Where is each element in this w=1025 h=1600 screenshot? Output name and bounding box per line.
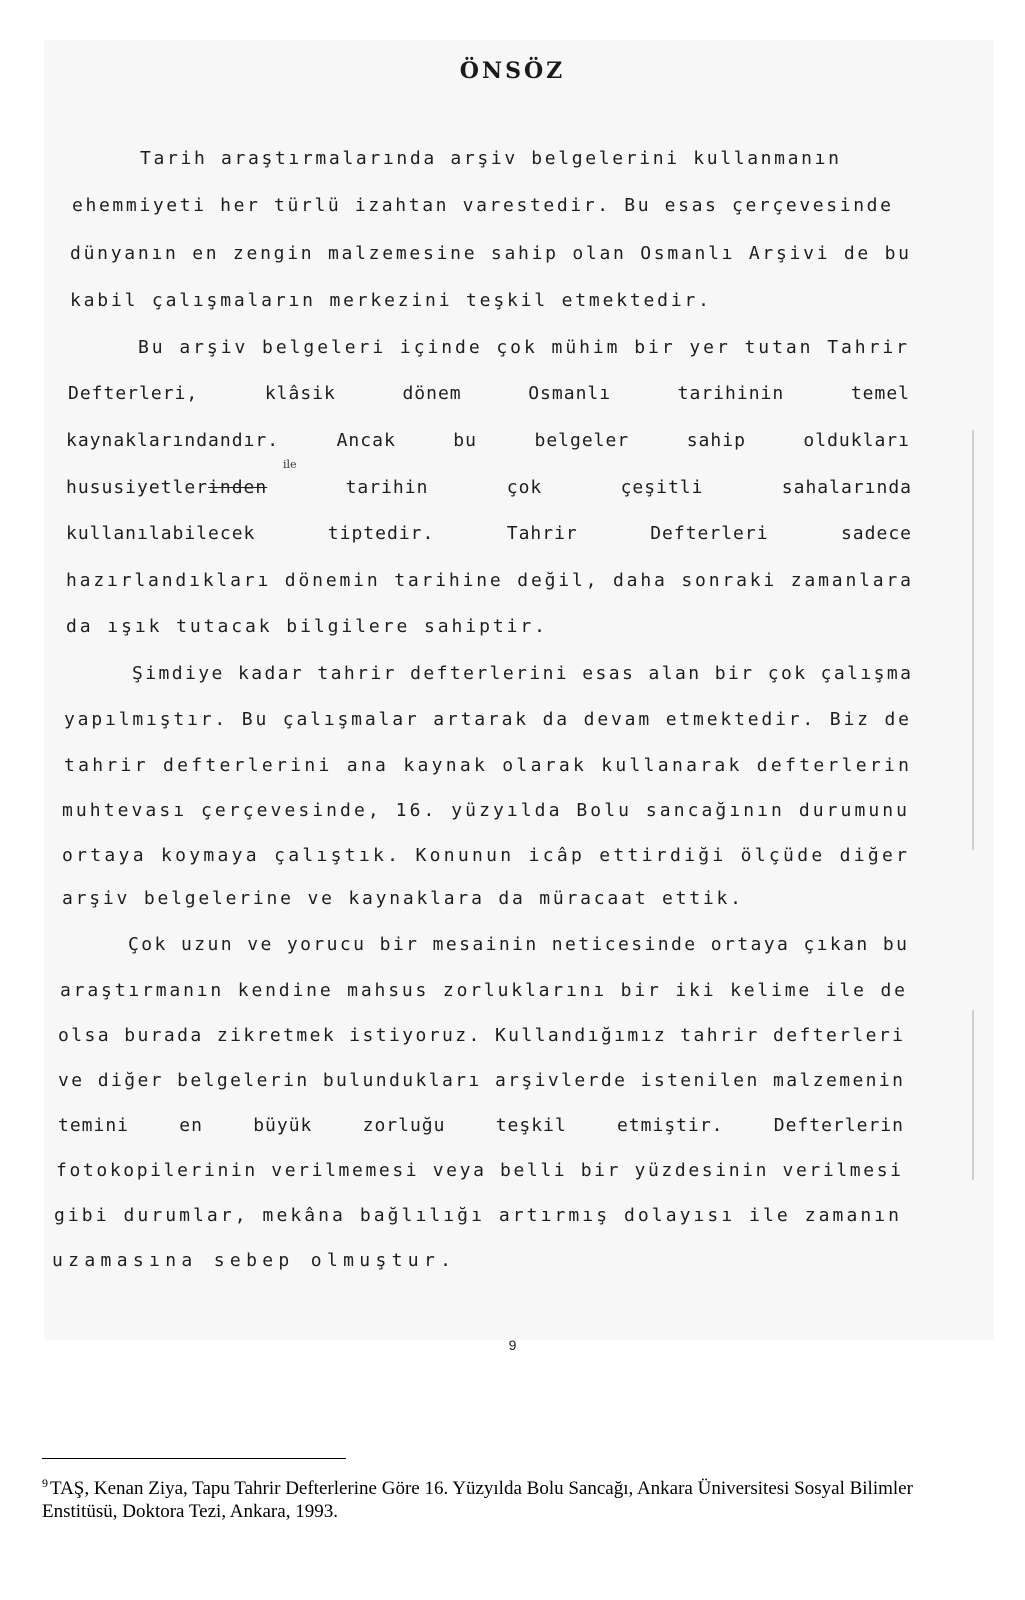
text-line: [140, 148, 840, 169]
line-word: sadece: [840, 523, 912, 544]
line-word: tiptedir.: [327, 523, 435, 544]
line-text: ve diğer belgelerin bulundukları arşivlerde istenilen malzemenin: [58, 1070, 906, 1091]
text-line: [128, 934, 908, 955]
line-word: Defterleri,: [68, 383, 199, 404]
line-word: sahip: [686, 430, 746, 451]
line-word: Defterlerin: [773, 1115, 904, 1136]
line-text: hazırlandıkları dönemin tarihine değil, daha sonraki zamanlara: [66, 570, 914, 591]
text-line: [54, 1205, 903, 1226]
line-word: teşkil: [495, 1115, 567, 1136]
line-text: ehemmiyeti her türlü izahtan varestedir. Bu esas çerçevesinde: [72, 195, 894, 216]
text-line: [58, 1070, 904, 1091]
text-line: [72, 195, 892, 216]
line-text: Şimdiye kadar tahrir defterlerini esas alan bir çok çalışma: [132, 663, 914, 684]
line-word: tarihinin: [677, 383, 785, 404]
page-title: ÖNSÖZ: [459, 58, 566, 84]
footnote: [42, 1472, 992, 1523]
footnote-separator: [42, 1458, 346, 1459]
line-word: kaynaklarındandır.: [66, 430, 280, 451]
line-text: dünyanın en zengin malzemesine sahip olan Osmanlı Arşivi de bu: [70, 243, 912, 264]
text-line: [56, 1160, 902, 1181]
text-line: [62, 888, 742, 909]
line-text: gibi durumlar, mekâna bağlılığı artırmış dolayısı ile zamanın: [54, 1205, 903, 1226]
handwritten-insertion: ile: [283, 458, 297, 471]
line-word: Defterleri: [650, 523, 769, 544]
line-word-with-correction: [66, 477, 267, 498]
margin-line: [972, 1010, 974, 1180]
line-word: Osmanlı: [528, 383, 612, 404]
line-word: tarihin: [345, 477, 429, 498]
line-word: çok: [506, 477, 543, 498]
line-word: etmiştir.: [616, 1115, 724, 1136]
line-word: büyük: [253, 1115, 313, 1136]
scanned-page: [44, 40, 994, 1340]
footnote-text: TAŞ, Kenan Ziya, Tapu Tahrir Defterlerine Göre 16. Yüzyılda Bolu Sancağı, Ankara Üniversitesi Sosyal Bilimler Enstitüsü, Doktora Tezi, Ankara, 1993.: [42, 1478, 913, 1522]
line-text: ortaya koymaya çalıştık. Konunun icâp ettirdiği ölçüde diğer: [62, 845, 911, 866]
text-line: [52, 1250, 457, 1271]
line-word: kullanılabilecek: [66, 523, 256, 544]
text-line: [66, 477, 912, 498]
line-text: da ışık tutacak bilgilere sahiptir.: [66, 616, 548, 637]
text-line: [60, 980, 906, 1001]
line-text: Bu arşiv belgeleri içinde çok mühim bir yer tutan Tahrir: [138, 337, 910, 358]
line-word: hususiyetler: [66, 477, 209, 498]
line-word: sahalarında: [781, 477, 912, 498]
line-text: muhtevası çerçevesinde, 16. yüzyılda Bolu sancağının durumunu: [62, 800, 911, 821]
line-word: bu: [453, 430, 477, 451]
line-word: çeşitli: [620, 477, 704, 498]
line-text: uzamasına sebep olmuştur.: [52, 1250, 457, 1271]
line-text: kabil çalışmaların merkezini teşkil etmektedir.: [70, 290, 712, 311]
line-text: arşiv belgelerine ve kaynaklara da müracaat ettik.: [62, 888, 744, 909]
text-line: [138, 337, 908, 358]
line-text: yapılmıştır. Bu çalışmalar artarak da devam etmektedir. Biz de: [64, 709, 912, 730]
line-word: Ancak: [336, 430, 396, 451]
footnote-marker: 9: [42, 1476, 48, 1490]
text-line: [58, 1115, 904, 1136]
page-number: 9: [508, 1337, 517, 1353]
text-line: [62, 800, 911, 821]
line-word: temini: [58, 1115, 130, 1136]
text-line: [58, 1025, 904, 1046]
text-line: [70, 243, 910, 264]
margin-line: [972, 430, 974, 850]
line-word: klâsik: [264, 383, 336, 404]
text-line: [70, 290, 710, 311]
line-text: tahrir defterlerini ana kaynak olarak kullanarak defterlerin: [64, 755, 913, 776]
line-text: fotokopilerinin verilmemesi veya belli bir yüzdesinin verilmesi: [56, 1160, 904, 1181]
line-word: oldukları: [803, 430, 910, 451]
line-text: Çok uzun ve yorucu bir mesainin neticesinde ortaya çıkan bu: [128, 934, 910, 955]
text-line: [64, 755, 913, 776]
text-line: [62, 845, 911, 866]
line-word: Tahrir: [506, 523, 578, 544]
text-line: [132, 663, 912, 684]
line-word: dönem: [402, 383, 462, 404]
text-line: [68, 383, 910, 404]
text-line: [66, 616, 546, 637]
line-word: en: [179, 1115, 203, 1136]
line-text: araştırmanın kendine mahsus zorluklarını bir iki kelime ile de: [60, 980, 908, 1001]
struck-text: inden: [208, 477, 268, 498]
line-text: olsa burada zikretmek istiyoruz. Kullandığımız tahrir defterleri: [58, 1025, 906, 1046]
line-word: temel: [850, 383, 910, 404]
line-text: Tarih araştırmalarında arşiv belgelerini kullanmanın: [140, 148, 842, 169]
line-word: belgeler: [534, 430, 630, 451]
text-line: [64, 709, 910, 730]
text-line: [66, 523, 912, 544]
text-line: [66, 570, 912, 591]
line-word: zorluğu: [362, 1115, 446, 1136]
text-line: [66, 430, 910, 451]
